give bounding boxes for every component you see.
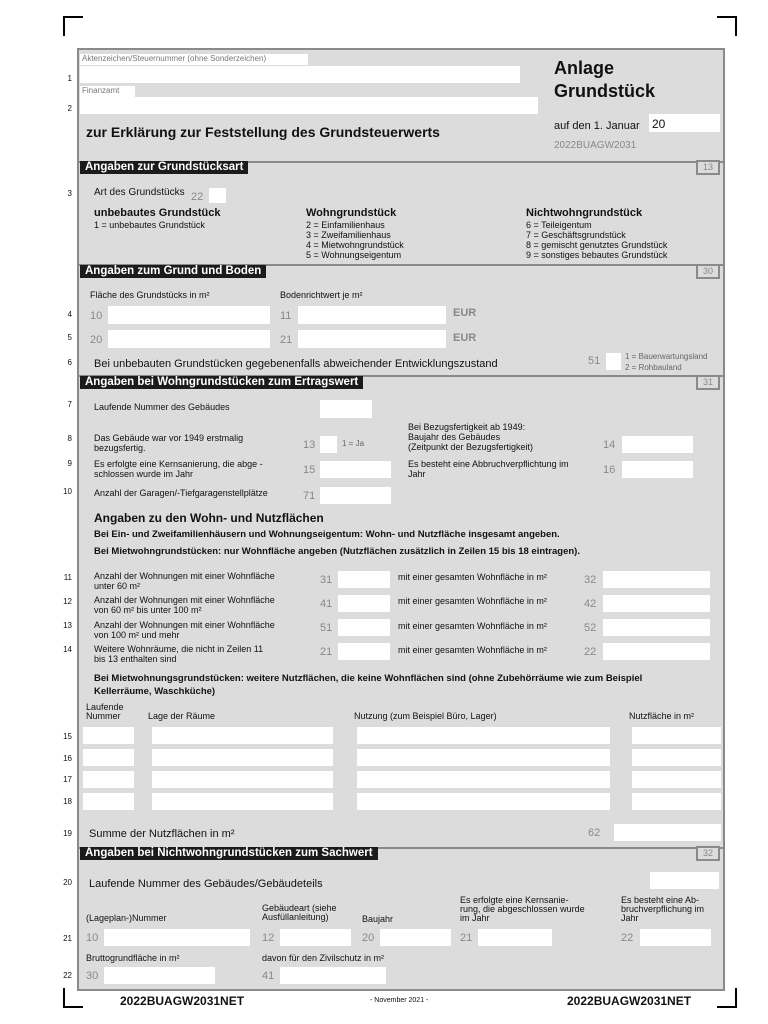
col-header-lage: Lage der Räume bbox=[148, 711, 216, 721]
kernsanierung-input[interactable] bbox=[320, 461, 391, 478]
gebaeudeteil-input[interactable] bbox=[650, 872, 719, 889]
row-number: 7 bbox=[67, 400, 72, 409]
gesamt-label: mit einer gesamten Wohnfläche in m² bbox=[398, 645, 547, 655]
bezug-label-3: (Zeitpunkt der Bezugsfertigkeit) bbox=[408, 442, 534, 452]
wohnungen-label-2: von 60 m² bis unter 100 m² bbox=[94, 605, 202, 615]
field-code: 12 bbox=[262, 932, 275, 944]
gesamt-label: mit einer gesamten Wohnfläche in m² bbox=[398, 596, 547, 606]
field-code: 13 bbox=[303, 439, 316, 451]
stichtag-input[interactable] bbox=[649, 114, 720, 132]
table-cell-lfd[interactable] bbox=[83, 771, 134, 788]
bodenrichtwert-input[interactable] bbox=[298, 306, 446, 324]
row-number: 21 bbox=[63, 934, 72, 943]
field-code: 52 bbox=[584, 622, 597, 634]
table-cell-nutzung[interactable] bbox=[357, 727, 610, 744]
form-code: 2022BUAGW2031 bbox=[554, 140, 637, 151]
row-number: 16 bbox=[63, 754, 72, 763]
table-cell-lfd[interactable] bbox=[83, 727, 134, 744]
gebaeudeart-label-2: Ausfüllanleitung) bbox=[262, 912, 329, 922]
abb-label-3: Jahr bbox=[621, 913, 639, 923]
summe-label: Summe der Nutzflächen in m² bbox=[89, 828, 235, 840]
unbebaut-option: 1 = unbebautes Grundstück bbox=[94, 220, 205, 230]
brw-label: Bodenrichtwert je m² bbox=[280, 290, 363, 300]
field-code: 21 bbox=[460, 932, 473, 944]
field-code: 30 bbox=[86, 970, 99, 982]
steuernummer-input[interactable] bbox=[80, 66, 520, 83]
field-code: 15 bbox=[303, 464, 316, 476]
table-cell-nutzung[interactable] bbox=[357, 771, 610, 788]
nutzflaechen-hint: Bei Mietwohnungsgrundstücken: weitere Nutzflächen, die keine Wohnflächen sind (ohne Zubehörräume wie zum Beispiel bbox=[94, 673, 643, 684]
row-number: 9 bbox=[67, 459, 72, 468]
bezug-label: Bei Bezugsfertigkeit ab 1949: bbox=[408, 422, 526, 432]
field-code: 21 bbox=[280, 334, 293, 346]
field-code: 20 bbox=[362, 932, 375, 944]
section-number: 31 bbox=[696, 375, 720, 390]
row-number: 2 bbox=[67, 104, 72, 113]
entwicklung-input[interactable] bbox=[606, 353, 621, 370]
section-title-ertrag: Angaben bei Wohngrundstücken zum Ertragswert bbox=[80, 376, 363, 389]
field-code: 10 bbox=[86, 932, 99, 944]
field-code: 51 bbox=[320, 622, 333, 634]
table-cell-nutzflaeche[interactable] bbox=[632, 727, 721, 744]
row-number: 15 bbox=[63, 732, 72, 741]
stichtag-label: auf den 1. Januar bbox=[554, 120, 640, 132]
lageplan-input[interactable] bbox=[104, 929, 250, 946]
abbruch-label: Es besteht eine Abbruchverpflichtung im bbox=[408, 459, 569, 469]
ja-option: 1 = Ja bbox=[342, 439, 365, 448]
footer-code-right: 2022BUAGW2031NET bbox=[567, 994, 692, 1008]
abb-label: Es besteht eine Ab- bbox=[621, 895, 700, 905]
wohnflaeche-input[interactable] bbox=[603, 571, 710, 588]
abb-sach-input[interactable] bbox=[640, 929, 711, 946]
col-header-nutzflaeche: Nutzfläche in m² bbox=[629, 711, 695, 721]
field-code: 22 bbox=[584, 646, 597, 658]
row-number: 1 bbox=[67, 74, 72, 83]
row-number: 5 bbox=[67, 333, 72, 342]
table-cell-lage[interactable] bbox=[152, 749, 333, 766]
wohnungen-label: Anzahl der Wohnungen mit einer Wohnfläche bbox=[94, 595, 275, 605]
subtitle: zur Erklärung zur Feststellung des Grundsteuerwerts bbox=[86, 124, 440, 140]
wohn-nutz-hint: Bei Mietwohngrundstücken: nur Wohnfläche angeben (Nutzflächen zusätzlich in Zeilen 15 bis 18 eintragen). bbox=[94, 546, 580, 557]
wohnungen-label-2: unter 60 m² bbox=[94, 581, 141, 591]
finanzamt-label: Finanzamt bbox=[82, 86, 120, 95]
row-number: 12 bbox=[63, 597, 72, 606]
gesamt-label: mit einer gesamten Wohnfläche in m² bbox=[398, 621, 547, 631]
field-code: 10 bbox=[90, 310, 103, 322]
row-number: 11 bbox=[63, 573, 72, 582]
title-line2: Grundstück bbox=[554, 81, 656, 101]
footer-code-left: 2022BUAGW2031NET bbox=[120, 994, 245, 1008]
wohnungen-label: Anzahl der Wohnungen mit einer Wohnfläche bbox=[94, 620, 275, 630]
title-line1: Anlage bbox=[554, 58, 615, 78]
nichtwohn-option: 7 = Geschäftsgrundstück bbox=[526, 230, 626, 240]
bgf-input[interactable] bbox=[104, 967, 215, 984]
field-code: 41 bbox=[262, 970, 275, 982]
entwicklung-option: 1 = Bauerwartungsland bbox=[625, 352, 708, 361]
col-header-lfd-2: Nummer bbox=[86, 711, 121, 721]
field-code: 14 bbox=[603, 439, 616, 451]
stichtag-value: 20 bbox=[652, 117, 666, 131]
row-number: 20 bbox=[63, 878, 72, 887]
bodenrichtwert-input-2[interactable] bbox=[298, 330, 446, 348]
row-number: 18 bbox=[63, 797, 72, 806]
anzahl-input[interactable] bbox=[338, 619, 390, 636]
currency-eur: EUR bbox=[453, 307, 477, 319]
field-code: 51 bbox=[588, 355, 601, 367]
row-number: 22 bbox=[63, 971, 72, 980]
table-cell-lfd[interactable] bbox=[83, 793, 134, 810]
wohn-option: 4 = Mietwohngrundstück bbox=[306, 240, 404, 250]
row-number: 19 bbox=[63, 829, 72, 838]
table-cell-lfd[interactable] bbox=[83, 749, 134, 766]
garagen-input[interactable] bbox=[320, 487, 391, 504]
table-cell-nutzung[interactable] bbox=[357, 749, 610, 766]
kernsanierung-label-2: schlossen wurde im Jahr bbox=[94, 469, 194, 479]
kern-sach-input[interactable] bbox=[478, 929, 552, 946]
kern-label-3: im Jahr bbox=[460, 913, 490, 923]
footer-date: - November 2021 - bbox=[370, 997, 429, 1004]
unbebaut-head: unbebautes Grundstück bbox=[94, 207, 221, 219]
table-cell-lage[interactable] bbox=[152, 727, 333, 744]
kern-label-2: rung, die abgeschlossen wurde bbox=[460, 904, 585, 914]
nichtwohn-option: 9 = sonstiges bebautes Grundstück bbox=[526, 250, 668, 260]
nichtwohn-option: 8 = gemischt genutztes Grundstück bbox=[526, 240, 668, 250]
summe-input[interactable] bbox=[614, 824, 721, 841]
wohn-option: 5 = Wohnungseigentum bbox=[306, 250, 402, 260]
nichtwohn-head: Nichtwohngrundstück bbox=[526, 207, 643, 219]
wohn-nutz-head: Angaben zu den Wohn- und Nutzflächen bbox=[94, 511, 324, 525]
flaeche-label: Fläche des Grundstücks in m² bbox=[90, 290, 210, 300]
form-area bbox=[77, 48, 725, 991]
row-number: 6 bbox=[67, 358, 72, 367]
col-header-lfd: Laufende bbox=[86, 702, 124, 712]
table-cell-lage[interactable] bbox=[152, 771, 333, 788]
gebaeude-nr-input[interactable] bbox=[320, 400, 372, 418]
corner-mark-top-right bbox=[717, 16, 737, 36]
corner-mark-bottom-left bbox=[63, 988, 83, 1008]
field-code: 16 bbox=[603, 464, 616, 476]
anzahl-input[interactable] bbox=[338, 595, 390, 612]
field-code: 71 bbox=[303, 490, 316, 502]
field-code: 21 bbox=[320, 646, 333, 658]
baujahr-label: Baujahr bbox=[362, 914, 394, 924]
abbruch-input[interactable] bbox=[622, 461, 693, 478]
zivil-label: davon für den Zivilschutz in m² bbox=[262, 953, 385, 963]
table-cell-nutzung[interactable] bbox=[357, 793, 610, 810]
gesamt-label: mit einer gesamten Wohnfläche in m² bbox=[398, 572, 547, 582]
bgf-label: Bruttogrundfläche in m² bbox=[86, 953, 180, 963]
wohn-option: 3 = Zweifamilienhaus bbox=[306, 230, 391, 240]
table-cell-nutzflaeche[interactable] bbox=[632, 771, 721, 788]
wohnflaeche-input[interactable] bbox=[603, 619, 710, 636]
field-code: 22 bbox=[621, 932, 634, 944]
section-title-boden: Angaben zum Grund und Boden bbox=[80, 265, 266, 278]
steuernummer-label: Aktenzeichen/Steuernummer (ohne Sonderzeichen) bbox=[82, 54, 267, 63]
section-title-art: Angaben zur Grundstücksart bbox=[80, 161, 248, 174]
wohnungen-label: Anzahl der Wohnungen mit einer Wohnfläche bbox=[94, 571, 275, 581]
gebaeude-nr-label: Laufende Nummer des Gebäudes bbox=[94, 402, 230, 412]
corner-mark-bottom-right bbox=[717, 988, 737, 1008]
wohnflaeche-input[interactable] bbox=[603, 643, 710, 660]
flaeche-input[interactable] bbox=[108, 306, 270, 324]
col-header-nutzung: Nutzung (zum Beispiel Büro, Lager) bbox=[354, 711, 497, 721]
entwicklung-option: 2 = Rohbauland bbox=[625, 363, 682, 372]
kern-label: Es erfolgte eine Kernsanie- bbox=[460, 895, 569, 905]
garagen-label: Anzahl der Garagen/-Tiefgaragenstellplätze bbox=[94, 488, 268, 498]
bezug-label-2: Baujahr des Gebäudes bbox=[408, 432, 501, 442]
wohn-option: 2 = Einfamilienhaus bbox=[306, 220, 385, 230]
wohn-nutz-hint: Bei Ein- und Zweifamilienhäusern und Wohnungseigentum: Wohn- und Nutzfläche insgesamt angeben. bbox=[94, 529, 560, 540]
table-cell-lage[interactable] bbox=[152, 793, 333, 810]
field-code: 62 bbox=[588, 827, 601, 839]
section-number: 13 bbox=[696, 160, 720, 175]
gebaeudeart-input[interactable] bbox=[280, 929, 351, 946]
row-number: 13 bbox=[63, 621, 72, 630]
flaeche-input-2[interactable] bbox=[108, 330, 270, 348]
art-input[interactable] bbox=[209, 188, 226, 203]
abbruch-label-2: Jahr bbox=[408, 469, 426, 479]
section-title-sach: Angaben bei Nichtwohngrundstücken zum Sachwert bbox=[80, 847, 378, 860]
kernsanierung-label: Es erfolgte eine Kernsanierung, die abge - bbox=[94, 459, 263, 469]
vor1949-label: Das Gebäude war vor 1949 erstmalig bbox=[94, 433, 244, 443]
nutzflaechen-hint-2: Kellerräume, Waschküche) bbox=[94, 686, 216, 697]
vor1949-label-2: bezugsfertig. bbox=[94, 443, 146, 453]
nichtwohn-option: 6 = Teileigentum bbox=[526, 220, 592, 230]
gebaeudeart-label: Gebäudeart (siehe bbox=[262, 903, 337, 913]
anzahl-input[interactable] bbox=[338, 643, 390, 660]
field-code: 11 bbox=[280, 310, 292, 322]
row-number: 3 bbox=[67, 189, 72, 198]
art-code: 22 bbox=[191, 191, 204, 203]
baujahr-input[interactable] bbox=[622, 436, 693, 453]
field-code: 20 bbox=[90, 334, 103, 346]
wohn-head: Wohngrundstück bbox=[306, 207, 397, 219]
gebaeudeteil-label: Laufende Nummer des Gebäudes/Gebäudeteils bbox=[89, 878, 323, 890]
entwicklung-label: Bei unbebauten Grundstücken gegebenenfalls abweichender Entwicklungszustand bbox=[94, 358, 498, 370]
row-number: 14 bbox=[63, 645, 72, 654]
wohnflaeche-input[interactable] bbox=[603, 595, 710, 612]
abb-label-2: bruchverpflichung im bbox=[621, 904, 705, 914]
baujahr-sach-input[interactable] bbox=[380, 929, 451, 946]
row-number: 4 bbox=[67, 310, 72, 319]
lageplan-label: (Lageplan-)Nummer bbox=[86, 913, 167, 923]
table-cell-nutzflaeche[interactable] bbox=[632, 793, 721, 810]
field-code: 42 bbox=[584, 598, 597, 610]
finanzamt-input[interactable] bbox=[80, 97, 538, 114]
vor1949-input[interactable] bbox=[320, 436, 337, 453]
field-code: 41 bbox=[320, 598, 333, 610]
currency-eur: EUR bbox=[453, 332, 477, 344]
corner-mark-top-left bbox=[63, 16, 83, 36]
section-number: 32 bbox=[696, 846, 720, 861]
anzahl-input[interactable] bbox=[338, 571, 390, 588]
row-number: 10 bbox=[63, 487, 72, 496]
wohnungen-label-2: von 100 m² und mehr bbox=[94, 630, 180, 640]
row-number: 17 bbox=[63, 775, 72, 784]
field-code: 31 bbox=[320, 574, 333, 586]
row-number: 8 bbox=[67, 434, 72, 443]
field-code: 32 bbox=[584, 574, 597, 586]
wohnungen-label-2: bis 13 enthalten sind bbox=[94, 654, 177, 664]
zivil-input[interactable] bbox=[280, 967, 386, 984]
section-number: 30 bbox=[696, 264, 720, 279]
wohnungen-label: Weitere Wohnräume, die nicht in Zeilen 11 bbox=[94, 644, 264, 654]
table-cell-nutzflaeche[interactable] bbox=[632, 749, 721, 766]
art-label: Art des Grundstücks bbox=[94, 187, 185, 198]
